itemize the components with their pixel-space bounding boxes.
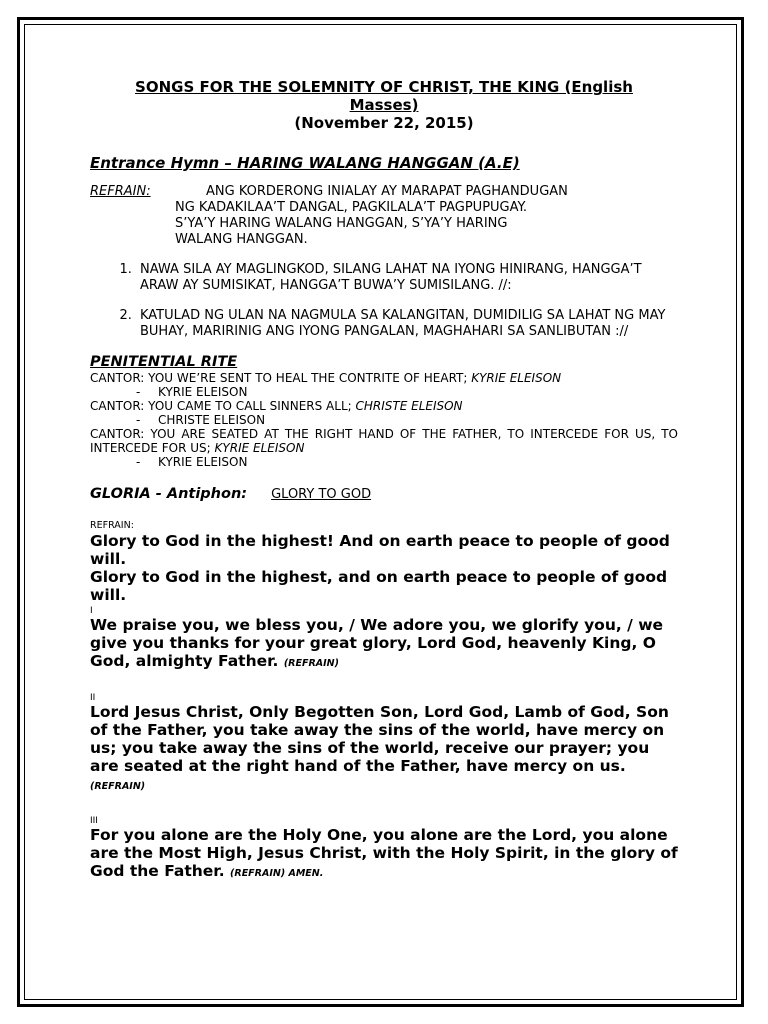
response-2-dash: - xyxy=(136,413,141,427)
response-1-dash: - xyxy=(136,385,141,399)
entrance-verses xyxy=(90,262,678,340)
gloria-verse-3 xyxy=(90,826,678,883)
gloria-verse-3-note: (REFRAIN) AMEN. xyxy=(230,868,324,879)
response-3 xyxy=(90,455,678,469)
cantor-line-1 xyxy=(90,371,678,385)
entrance-refrain-line-1: ANG KORDERONG INIALAY AY MARAPAT PAGHANDUGAN xyxy=(206,184,568,199)
gloria-refrain-1: Glory to God in the highest! And on earth peace to people of good will. xyxy=(90,532,670,568)
penitential-rite-heading: PENITENTIAL RITE xyxy=(90,354,238,370)
gloria-verse-2-number: II xyxy=(90,693,96,703)
cantor-line-1-text: CANTOR: YOU WE’RE SENT TO HEAL THE CONTRITE OF HEART; xyxy=(90,371,472,385)
response-1 xyxy=(90,385,678,399)
gloria-subheading: GLORY TO GOD xyxy=(271,487,372,502)
entrance-verse-2: 2. KATULAD NG ULAN NA NAGMULA SA KALANGITAN, DUMIDILIG SA LAHAT NG MAY BUHAY, MARIRINIG ANG IYONG PANGALAN, MAGHAHARI SA SANLIBUTAN :// xyxy=(136,308,678,340)
document-body xyxy=(90,78,678,883)
gloria-verse-1-text: We praise you, we bless you, / We adore you, we glorify you, / we give you thanks for your great glory, Lord God, heavenly King, O God, almighty Father. xyxy=(90,616,664,670)
cantor-line-3 xyxy=(90,427,678,455)
response-3-text: KYRIE ELEISON xyxy=(158,455,248,469)
gloria-refrain-label: REFRAIN: xyxy=(90,520,134,531)
entrance-refrain-label: REFRAIN: xyxy=(90,184,151,199)
response-2-text: CHRISTE ELEISON xyxy=(158,413,266,427)
title-line-1: SONGS FOR THE SOLEMNITY OF CHRIST, THE KING (English xyxy=(135,78,633,96)
entrance-refrain-line-4: WALANG HANGGAN. xyxy=(175,232,308,247)
cantor-line-3-text: CANTOR: YOU ARE SEATED AT THE RIGHT HAND OF THE FATHER, TO INTERCEDE FOR US, TO INTERCEDE FOR US; xyxy=(90,427,678,455)
gloria-verse-1 xyxy=(90,616,678,673)
penitential-rite xyxy=(90,354,678,469)
entrance-refrain-line-2: NG KADAKILAA’T DANGAL, PAGKILALA’T PAGPUPUGAY. xyxy=(175,200,527,215)
title-line-2: Masses) xyxy=(349,96,419,114)
response-1-text: KYRIE ELEISON xyxy=(158,385,248,399)
gloria-verse-3-number: III xyxy=(90,816,98,826)
cantor-line-2-text: CANTOR: YOU CAME TO CALL SINNERS ALL; xyxy=(90,399,356,413)
entrance-refrain xyxy=(90,184,678,248)
gloria-verse-2-text: Lord Jesus Christ, Only Begotten Son, Lord God, Lamb of God, Son of the Father, you take away the sins of the world, have mercy on us; you take away the sins of the world, receive our prayer; you are seated at the right hand of the Father, have mercy on us. xyxy=(90,703,669,775)
response-3-dash: - xyxy=(136,455,141,469)
gloria-verse-2-note: (REFRAIN) xyxy=(90,781,146,792)
cantor-line-1-response: KYRIE ELEISON xyxy=(471,371,562,385)
entrance-hymn-heading: Entrance Hymn – HARING WALANG HANGGAN (A.E) xyxy=(90,154,520,172)
gloria-heading: GLORIA - Antiphon: xyxy=(90,486,248,502)
gloria-heading-row xyxy=(90,485,678,504)
entrance-refrain-line-3: S’YA’Y HARING WALANG HANGGAN, S’YA’Y HARING xyxy=(175,216,508,231)
document-title xyxy=(90,78,678,132)
entrance-verse-1: 1. NAWA SILA AY MAGLINGKOD, SILANG LAHAT NA IYONG HINIRANG, HANGGA’T ARAW AY SUMISIKAT, HANGGA’T BUWA’Y SUMISILANG. //: xyxy=(136,262,678,294)
gloria-verse-1-note: (REFRAIN) xyxy=(283,658,339,669)
cantor-line-2 xyxy=(90,399,678,413)
cantor-line-2-response: CHRISTE ELEISON xyxy=(355,399,463,413)
cantor-line-3-response: KYRIE ELEISON xyxy=(214,441,305,455)
gloria-verse-1-number: I xyxy=(90,606,93,616)
title-date: (November 22, 2015) xyxy=(294,114,474,132)
gloria-verse-2 xyxy=(90,703,678,796)
gloria-refrain-2: Glory to God in the highest, and on earth peace to people of good will. xyxy=(90,568,668,604)
response-2 xyxy=(90,413,678,427)
gloria-verse-3-text: For you alone are the Holy One, you alone are the Lord, you alone are the Most High, Jesus Christ, with the Holy Spirit, in the glory of God the Father. xyxy=(90,826,678,880)
